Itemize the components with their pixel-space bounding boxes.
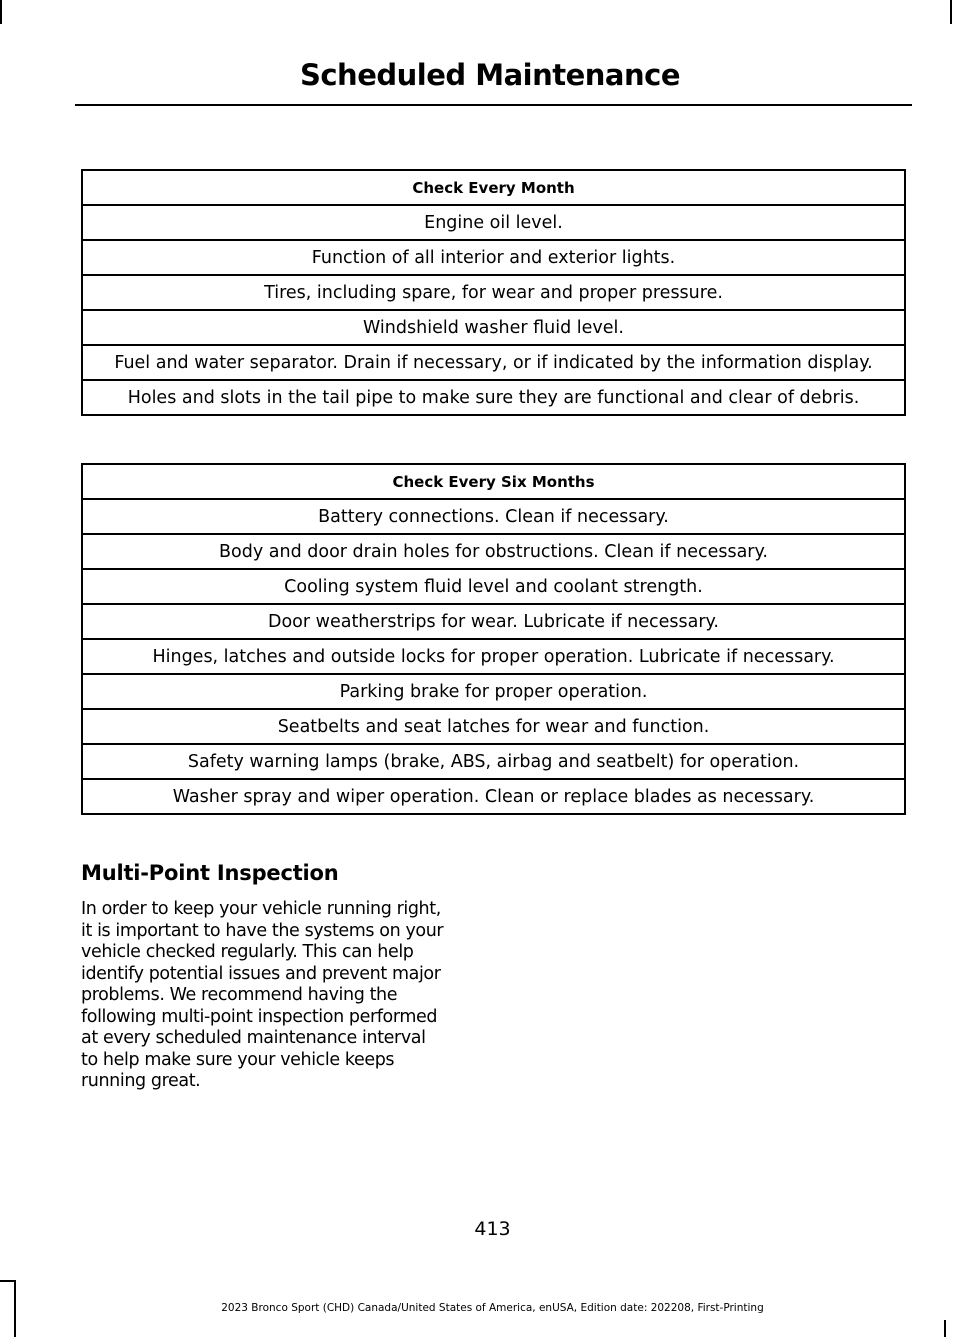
table-cell: Washer spray and wiper operation. Clean or replace blades as necessary.	[82, 779, 905, 814]
crop-mark-top-right	[950, 0, 952, 24]
table-cell: Fuel and water separator. Drain if necessary, or if indicated by the information display.	[82, 345, 905, 380]
table-cell: Windshield washer fluid level.	[82, 310, 905, 345]
table-cell: Cooling system fluid level and coolant strength.	[82, 569, 905, 604]
body-line: following multi-point inspection performed	[81, 1006, 438, 1027]
table-header-row	[82, 170, 905, 205]
table-row	[82, 744, 905, 779]
table-row	[82, 499, 905, 534]
page-title: Scheduled Maintenance	[299, 58, 680, 92]
body-line: to help make sure your vehicle keeps	[81, 1049, 395, 1070]
table-heading: Check Every Month	[82, 170, 905, 205]
table-row	[82, 779, 905, 814]
body-line: problems. We recommend having the	[81, 985, 398, 1005]
table-cell: Battery connections. Clean if necessary.	[82, 499, 905, 534]
table-row	[82, 275, 905, 310]
table-row	[82, 205, 905, 240]
body-line: it is important to have the systems on your	[81, 920, 444, 941]
page-number: 413	[474, 1218, 511, 1240]
footer-edition-info: 2023 Bronco Sport (CHD) Canada/United States of America, enUSA, Edition date: 202208, First-Printing	[221, 1302, 764, 1314]
body-line: running great.	[81, 1071, 201, 1091]
body-line: vehicle checked regularly. This can help	[81, 942, 414, 962]
section-body	[81, 899, 481, 1093]
table-row	[82, 674, 905, 709]
crop-mark-top-left	[0, 0, 2, 24]
table-row	[82, 345, 905, 380]
table-heading: Check Every Six Months	[82, 464, 905, 499]
table-row	[82, 310, 905, 345]
table-cell: Safety warning lamps (brake, ABS, airbag and seatbelt) for operation.	[82, 744, 905, 779]
table-row	[82, 709, 905, 744]
table-row	[82, 534, 905, 569]
table-row	[82, 240, 905, 275]
table-cell: Hinges, latches and outside locks for proper operation. Lubricate if necessary.	[82, 639, 905, 674]
table-cell: Holes and slots in the tail pipe to make sure they are functional and clear of debris.	[82, 380, 905, 415]
table-row	[82, 569, 905, 604]
header-rule	[75, 104, 912, 106]
table-cell: Seatbelts and seat latches for wear and function.	[82, 709, 905, 744]
crop-mark-bottom-right	[944, 1320, 946, 1337]
table-row	[82, 604, 905, 639]
table-cell: Parking brake for proper operation.	[82, 674, 905, 709]
monthly-check-table	[81, 169, 906, 416]
six-month-check-table	[81, 463, 906, 815]
table-cell: Tires, including spare, for wear and proper pressure.	[82, 275, 905, 310]
table-cell: Function of all interior and exterior lights.	[82, 240, 905, 275]
body-line: identify potential issues and prevent major	[81, 963, 441, 984]
table-cell: Body and door drain holes for obstructions. Clean if necessary.	[82, 534, 905, 569]
table-cell: Engine oil level.	[82, 205, 905, 240]
body-line: at every scheduled maintenance interval	[81, 1028, 426, 1048]
table-cell: Door weatherstrips for wear. Lubricate if necessary.	[82, 604, 905, 639]
table-row	[82, 380, 905, 415]
body-line: In order to keep your vehicle running right,	[81, 899, 441, 919]
table-row	[82, 639, 905, 674]
table-header-row	[82, 464, 905, 499]
section-heading: Multi-Point Inspection	[81, 861, 339, 885]
